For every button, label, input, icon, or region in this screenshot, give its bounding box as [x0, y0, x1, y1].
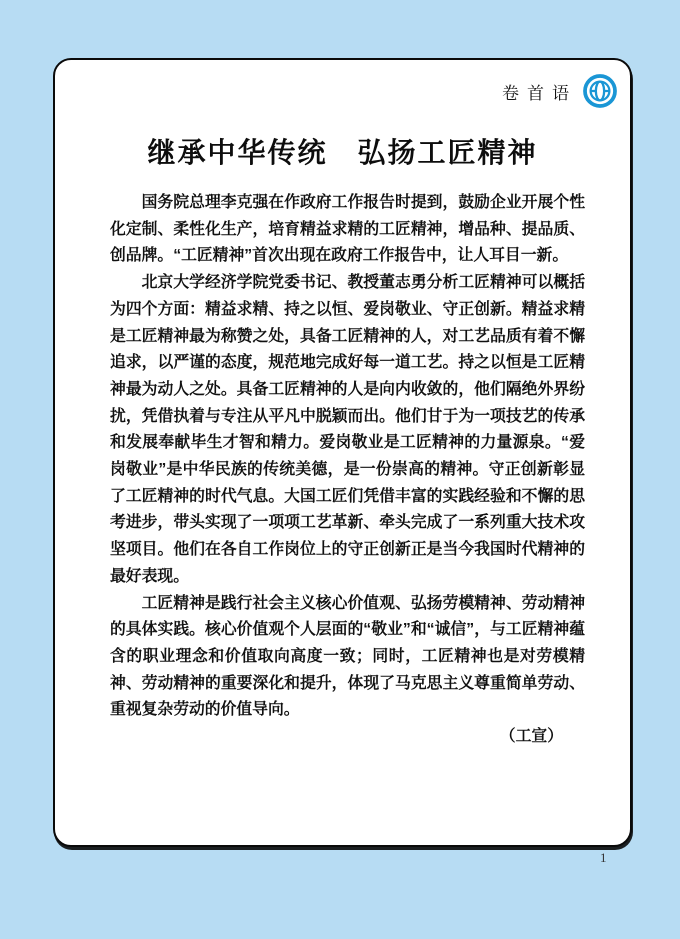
section-label: 卷首语 — [502, 83, 577, 103]
logo-center-ellipse — [596, 82, 604, 101]
paragraph-1: 国务院总理李克强在作政府工作报告时提到，鼓励企业开展个性化定制、柔性化生产，培育精益求精的工匠精神，增品种、提品质、创品牌。“工匠精神”首次出现在政府工作报告中，让人耳目一新。 — [110, 194, 585, 265]
signature: （工宣） — [499, 728, 563, 746]
trade-union-logo-icon — [582, 73, 618, 109]
paragraph-2: 北京大学经济学院党委书记、教授董志勇分析工匠精神可以概括为四个方面：精益求精、持之以恒、爱岗敬业、守正创新。精益求精是工匠精神最为称赞之处，具备工匠精神的人，对工艺品质有着不懈追求，以严谨的态度，规范地完成好每一道工艺。持之以恒是工匠精神最为动人之处。具备工匠精神的人是向内收敛的，他们隔绝外界纷扰，凭借执着与专注从平凡中脱颖而出。他们甘于为一项技艺的传承和发展奉献毕生才智和精力。爱岗敬业是工匠精神的力量源泉。“爱岗敬业”是中华民族的传统美德，是一份崇高的精神。守正创新彰显了工匠精神的时代气息。大国工匠们凭借丰富的实践经验和不懈的思考进步，带头实现了一项项工艺革新、牵头完成了一系列重大技术攻坚项目。他们在各自工作岗位上的守正创新正是当今我国时代精神的最好表现。 — [110, 274, 585, 585]
article-page — [53, 58, 632, 847]
paragraph-3: 工匠精神是践行社会主义核心价值观、弘扬劳模精神、劳动精神的具体实践。核心价值观个人层面的“敬业”和“诚信”，与工匠精神蕴含的职业理念和价值取向高度一致；同时，工匠精神也是对劳模精神、劳动精神的重要深化和提升，体现了马克思主义尊重简单劳动、重视复杂劳动的价值导向。 — [110, 594, 585, 719]
article-body — [110, 190, 585, 751]
article-title: 继承中华传统 弘扬工匠精神 — [147, 137, 538, 168]
page-number: 1 — [600, 850, 607, 865]
page-header — [502, 73, 618, 109]
